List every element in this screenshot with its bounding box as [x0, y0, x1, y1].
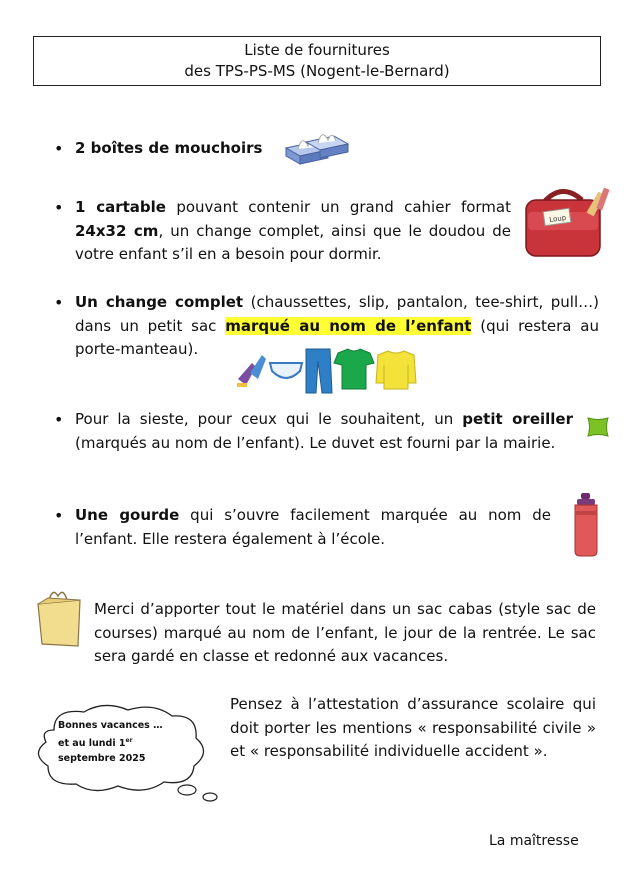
cloud-message: [58, 718, 176, 766]
cloud-line-2: et au lundi 1: [58, 738, 126, 750]
document-title-box: [33, 36, 601, 86]
bullet-icon: •: [54, 410, 64, 429]
socks-icon: [237, 355, 266, 387]
item-schoolbag-text-2: , un change complet, ainsi que le doudou de votre enfant s’il en a besoin pour dormir.: [75, 221, 511, 263]
title-line-2: des TPS-PS-MS (Nogent-le-Bernard): [184, 62, 450, 80]
bullet-icon: •: [54, 506, 64, 525]
item-bottle-bold: Une gourde: [75, 506, 180, 524]
item-schoolbag-text-1: pouvant contenir un grand cahier format: [165, 198, 511, 216]
tshirt-icon: [334, 349, 374, 389]
signature: La maîtresse: [489, 833, 579, 849]
item-bottle-text-1: qui s’ouvre facilement marquée au nom de l’enfant. Elle restera également à l’école.: [75, 506, 551, 548]
cloud-superscript: er: [125, 737, 133, 744]
item-tissues-bold: 2 boîtes de mouchoirs: [75, 139, 263, 157]
item-pillow-text-2: (marqués au nom de l’enfant). Le duvet est fourni par la mairie.: [75, 433, 556, 452]
list-item-tissues: [54, 137, 304, 161]
clothes-icon: [234, 345, 416, 395]
item-schoolbag-format: 24x32 cm: [75, 221, 159, 240]
item-schoolbag-bold: 1 cartable: [75, 198, 166, 216]
bag-tag-label: Loup: [548, 213, 567, 225]
bullet-icon: •: [54, 293, 64, 312]
insurance-paragraph: Pensez à l’attestation d’assurance scolaire qui doit porter les mentions « responsabilité civile » et « responsabilité individuelle accident ».: [230, 695, 596, 760]
list-item-schoolbag: [54, 196, 514, 268]
list-item-water-bottle: [54, 504, 552, 552]
item-pillow-bold: petit oreiller: [462, 410, 573, 428]
tissue-boxes-icon: [284, 128, 350, 166]
item-change-bold: Un change complet: [75, 293, 244, 311]
cloud-line-3: septembre 2025: [58, 753, 146, 765]
item-change-text-1: (chaussettes, slip, pantalon, tee-shirt, pull…) dans un petit sac: [75, 293, 599, 335]
bag-paragraph: Merci d’apporter tout le matériel dans un sac cabas (style sac de courses) marqué au nom de l’enfant, le jour de la rentrée. Le sac sera gardé en classe et redonné aux vacances.: [94, 600, 596, 665]
item-pillow-text-1: Pour la sieste, pour ceux qui le souhaitent, un: [75, 410, 463, 428]
briefs-icon: [270, 363, 302, 378]
pillow-icon: [586, 416, 610, 438]
water-bottle-icon: [570, 493, 602, 557]
tote-bag-icon: [34, 586, 84, 648]
item-change-highlight: marqué au nom de l’enfant: [225, 316, 472, 335]
bullet-icon: •: [54, 139, 64, 158]
sweater-icon: [376, 351, 416, 389]
title-line-1: Liste de fournitures: [244, 41, 390, 59]
schoolbag-icon: [516, 180, 612, 262]
list-item-pillow: [54, 408, 574, 480]
pants-icon: [306, 349, 332, 393]
bullet-icon: •: [54, 198, 64, 217]
item-change-text-2: (qui restera au porte-manteau).: [75, 316, 599, 358]
cloud-line-1: Bonnes vacances …: [58, 720, 163, 731]
